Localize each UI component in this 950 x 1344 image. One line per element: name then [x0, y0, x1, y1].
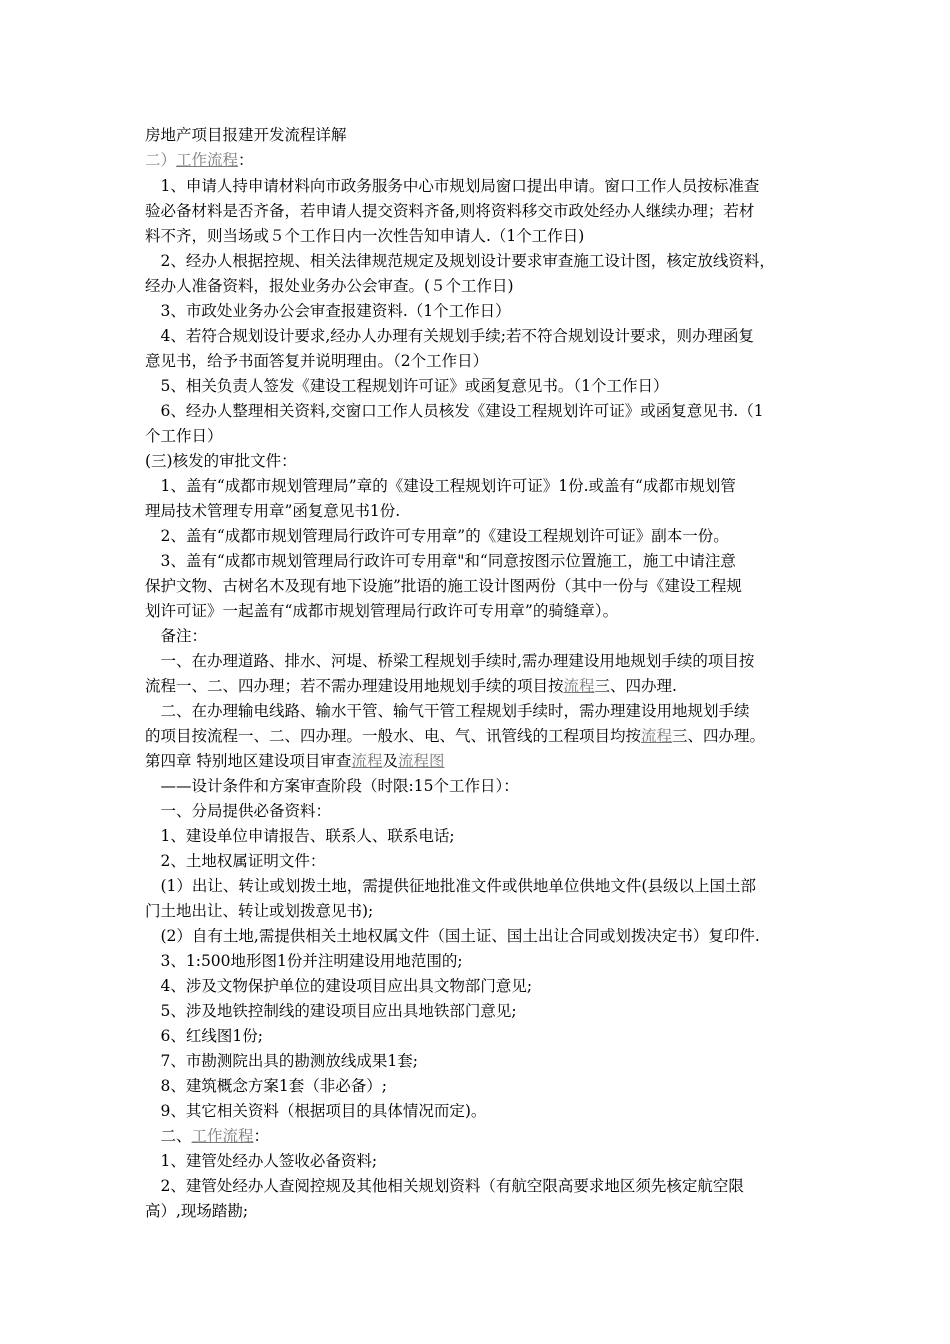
workflow-link[interactable]: 流程 [563, 677, 595, 695]
list-item: 6、红线图1份; [145, 1027, 263, 1045]
text-run: 及 [382, 752, 398, 770]
section-heading-documents: (三)核发的审批文件： [145, 452, 297, 470]
list-item: 2、土地权属证明文件： [145, 852, 326, 870]
flowchart-link[interactable]: 流程图 [397, 752, 445, 770]
text-run: 第四章 特别地区建设项目审查 [145, 752, 352, 770]
list-item: 2、建管处经办人查阅控规及其他相关规划资料（有航空限高要求地区须先核定航空限 [145, 1177, 744, 1195]
workflow-link[interactable]: 流程 [351, 752, 383, 770]
text-run: 三、四办理. [594, 677, 677, 695]
paragraph-line: 二、在办理输电线路、输水干管、输气干管工程规划手续时，需办理建设用地规划手续 [145, 702, 750, 720]
section-heading-workflow [145, 150, 254, 170]
list-item: (1）出让、转让或划拨土地，需提供征地批准文件或供地单位供地文件(县级以上国土部 [145, 877, 756, 895]
note-heading: 备注： [145, 627, 208, 645]
workflow-link[interactable]: 工作流程 [191, 1127, 254, 1145]
list-item: 9、其它相关资料（根据项目的具体情况而定)。 [145, 1102, 487, 1120]
list-item: 1、建设单位申请报告、联系人、联系电话; [145, 827, 455, 845]
list-item: 门土地出让、转让或划拨意见书); [145, 902, 374, 920]
list-item: 7、市勘测院出具的勘测放线成果1套; [145, 1052, 418, 1070]
paragraph-line: 经办人准备资料，报处业务办公会审查。(５个工作日) [145, 277, 514, 295]
paragraph-line [145, 726, 765, 746]
paragraph-line: 划许可证》一起盖有“成都市规划管理局行政许可专用章”的骑缝章）。 [145, 602, 619, 620]
paragraph-line: 理局技术管理专用章”函复意见书1份. [145, 502, 401, 520]
paragraph-line: 2、经办人根据控规、相关法律规范规定及规划设计要求审查施工设计图，核定放线资料， [145, 252, 775, 270]
text-run: ： [253, 1127, 270, 1145]
section-suffix: ： [238, 151, 254, 169]
text-run: 二、 [145, 1127, 192, 1145]
subsection-heading: 一、分局提供必备资料： [145, 802, 332, 820]
paragraph-line: 3、盖有“成都市规划管理局行政许可专用章"和“同意按图示位置施工，施工中请注意 [145, 552, 736, 570]
paragraph-line: 意见书，给予书面答复并说明理由。（2个工作日） [145, 352, 489, 370]
paragraph-line: 2、盖有“成都市规划管理局行政许可专用章”的《建设工程规划许可证》副本一份。 [145, 527, 729, 545]
chapter-heading [145, 751, 444, 771]
paragraph-line: 6、经办人整理相关资料,交窗口工作人员核发《建设工程规划许可证》或函复意见书.（1 [145, 402, 764, 420]
text-run: 的项目按流程一、二、四办理。一般水、电、气、讯管线的工程项目均按 [145, 727, 642, 745]
section-prefix: 二） [145, 151, 177, 169]
paragraph-line: 1、盖有“成都市规划管理局”章的《建设工程规划许可证》1份.或盖有“成都市规划管 [145, 477, 736, 495]
subsection-heading [145, 1126, 269, 1146]
paragraph-line: 3、市政处业务办公会审查报建资料.（1个工作日） [145, 302, 511, 320]
list-item: 高）,现场踏勘; [145, 1202, 249, 1220]
list-item: 8、建筑概念方案1套（非必备）; [145, 1077, 387, 1095]
document-title: 房地产项目报建开发流程详解 [145, 126, 347, 144]
paragraph-line [145, 676, 677, 696]
text-run: 三、四办理。 [672, 727, 766, 745]
paragraph-line: 4、若符合规划设计要求,经办人办理有关规划手续;若不符合规划设计要求，则办理函复 [145, 327, 755, 345]
paragraph-line: 料不齐，则当场或５个工作日内一次性告知申请人.（1个工作日) [145, 227, 585, 245]
paragraph-line: 一、在办理道路、排水、河堤、桥梁工程规划手续时,需办理建设用地规划手续的项目按 [145, 652, 755, 670]
stage-heading: ——设计条件和方案审查阶段（时限:15个工作日）： [145, 777, 519, 795]
paragraph-line: 保护文物、古树名木及现有地下设施”批语的施工设计图两份（其中一份与《建设工程规 [145, 577, 742, 595]
workflow-link[interactable]: 流程 [641, 727, 673, 745]
list-item: (2）自有土地,需提供相关土地权属文件（国土证、国土出让合同或划拨决定书）复印件. [145, 927, 760, 945]
list-item: 4、涉及文物保护单位的建设项目应出具文物部门意见; [145, 977, 533, 995]
paragraph-line: 5、相关负责人签发《建设工程规划许可证》或函复意见书。（1个工作日） [145, 377, 669, 395]
list-item: 5、涉及地铁控制线的建设项目应出具地铁部门意见; [145, 1002, 517, 1020]
workflow-link[interactable]: 工作流程 [176, 151, 239, 169]
paragraph-line: 验必备材料是否齐备，若申请人提交资料齐备,则将资料移交市政处经办人继续办理；若材 [145, 202, 755, 220]
text-run: 流程一、二、四办理；若不需办理建设用地规划手续的项目按 [145, 677, 564, 695]
paragraph-line: 个工作日） [145, 427, 223, 445]
list-item: 1、建管处经办人签收必备资料; [145, 1152, 378, 1170]
list-item: 3、1:500地形图1份并注明建设用地范围的; [145, 952, 463, 970]
paragraph-line: 1、申请人持申请材料向市政务服务中心市规划局窗口提出申请。窗口工作人员按标准查 [145, 177, 760, 195]
